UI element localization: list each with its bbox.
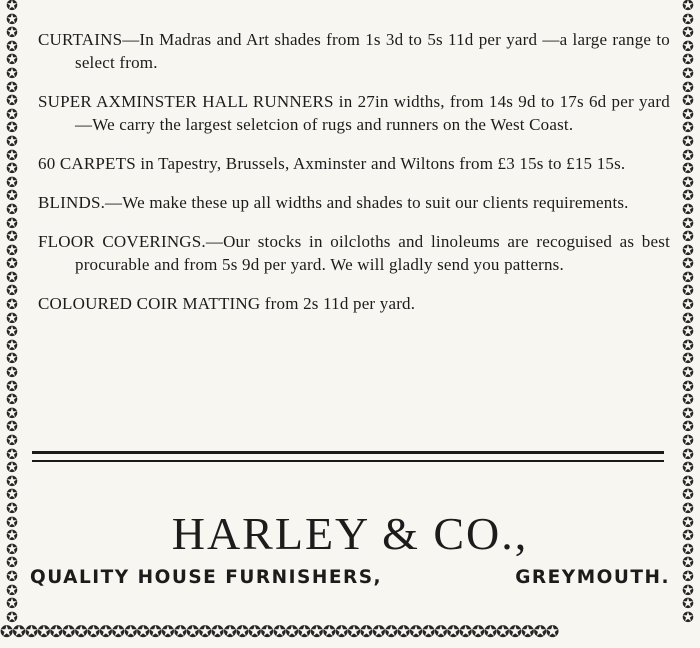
blinds-item: BLINDS.—We make these up all widths and shades to suit our clients requirements. <box>38 193 629 212</box>
ornamental-border-bottom: ✪✪✪✪✪✪✪✪✪✪✪✪✪✪✪✪✪✪✪✪✪✪✪✪✪✪✪✪✪✪✪✪✪✪✪✪✪✪✪✪✪✪✪✪✪ <box>0 621 559 641</box>
business-description: QUALITY HOUSE FURNISHERS, <box>30 567 383 588</box>
carpets-item: 60 CARPETS in Tapestry, Brussels, Axminster and Wiltons from £3 15s to £15 15s. <box>38 154 626 173</box>
ornamental-border-left: ✪ ✪ ✪ ✪ ✪ ✪ ✪ ✪ ✪ ✪ ✪ ✪ ✪ ✪ ✪ ✪ ✪ ✪ ✪ ✪ ✪ ✪ ✪ ✪ ✪ ✪ ✪ ✪ ✪ ✪ ✪ ✪ ✪ ✪ ✪ ✪ ✪ ✪ ✪ ✪ ✪ ✪ ✪ ✪ ✪ ✪ <box>6 0 18 626</box>
company-name: HARLEY & CO., <box>171 508 529 559</box>
tagline-row <box>30 567 670 588</box>
coir-matting-item: COLOURED COIR MATTING from 2s 11d per yard. <box>38 294 416 313</box>
floor-coverings-item: FLOOR COVERINGS.—Our stocks in oilcloths and linoleums are recoguised as best procurable and from 5s 9d per yard. We will gladly send you patterns. <box>38 232 670 274</box>
divider-thin <box>32 460 664 462</box>
hall-runners-item: SUPER AXMINSTER HALL RUNNERS in 27in widths, from 14s 9d to 17s 6d per yard—We carry the largest seletcion of rugs and runners on the West Coast. <box>38 92 670 134</box>
curtains-item: CURTAINS—In Madras and Art shades from 1s 3d to 5s 11d per yard —a large range to select from. <box>38 30 670 72</box>
business-location: GREYMOUTH. <box>515 567 670 588</box>
advert-body <box>38 28 670 331</box>
divider-thick <box>32 451 664 454</box>
ornamental-border-right: ✪ ✪ ✪ ✪ ✪ ✪ ✪ ✪ ✪ ✪ ✪ ✪ ✪ ✪ ✪ ✪ ✪ ✪ ✪ ✪ ✪ ✪ ✪ ✪ ✪ ✪ ✪ ✪ ✪ ✪ ✪ ✪ ✪ ✪ ✪ ✪ ✪ ✪ ✪ ✪ ✪ ✪ ✪ ✪ ✪ ✪ <box>682 0 694 626</box>
